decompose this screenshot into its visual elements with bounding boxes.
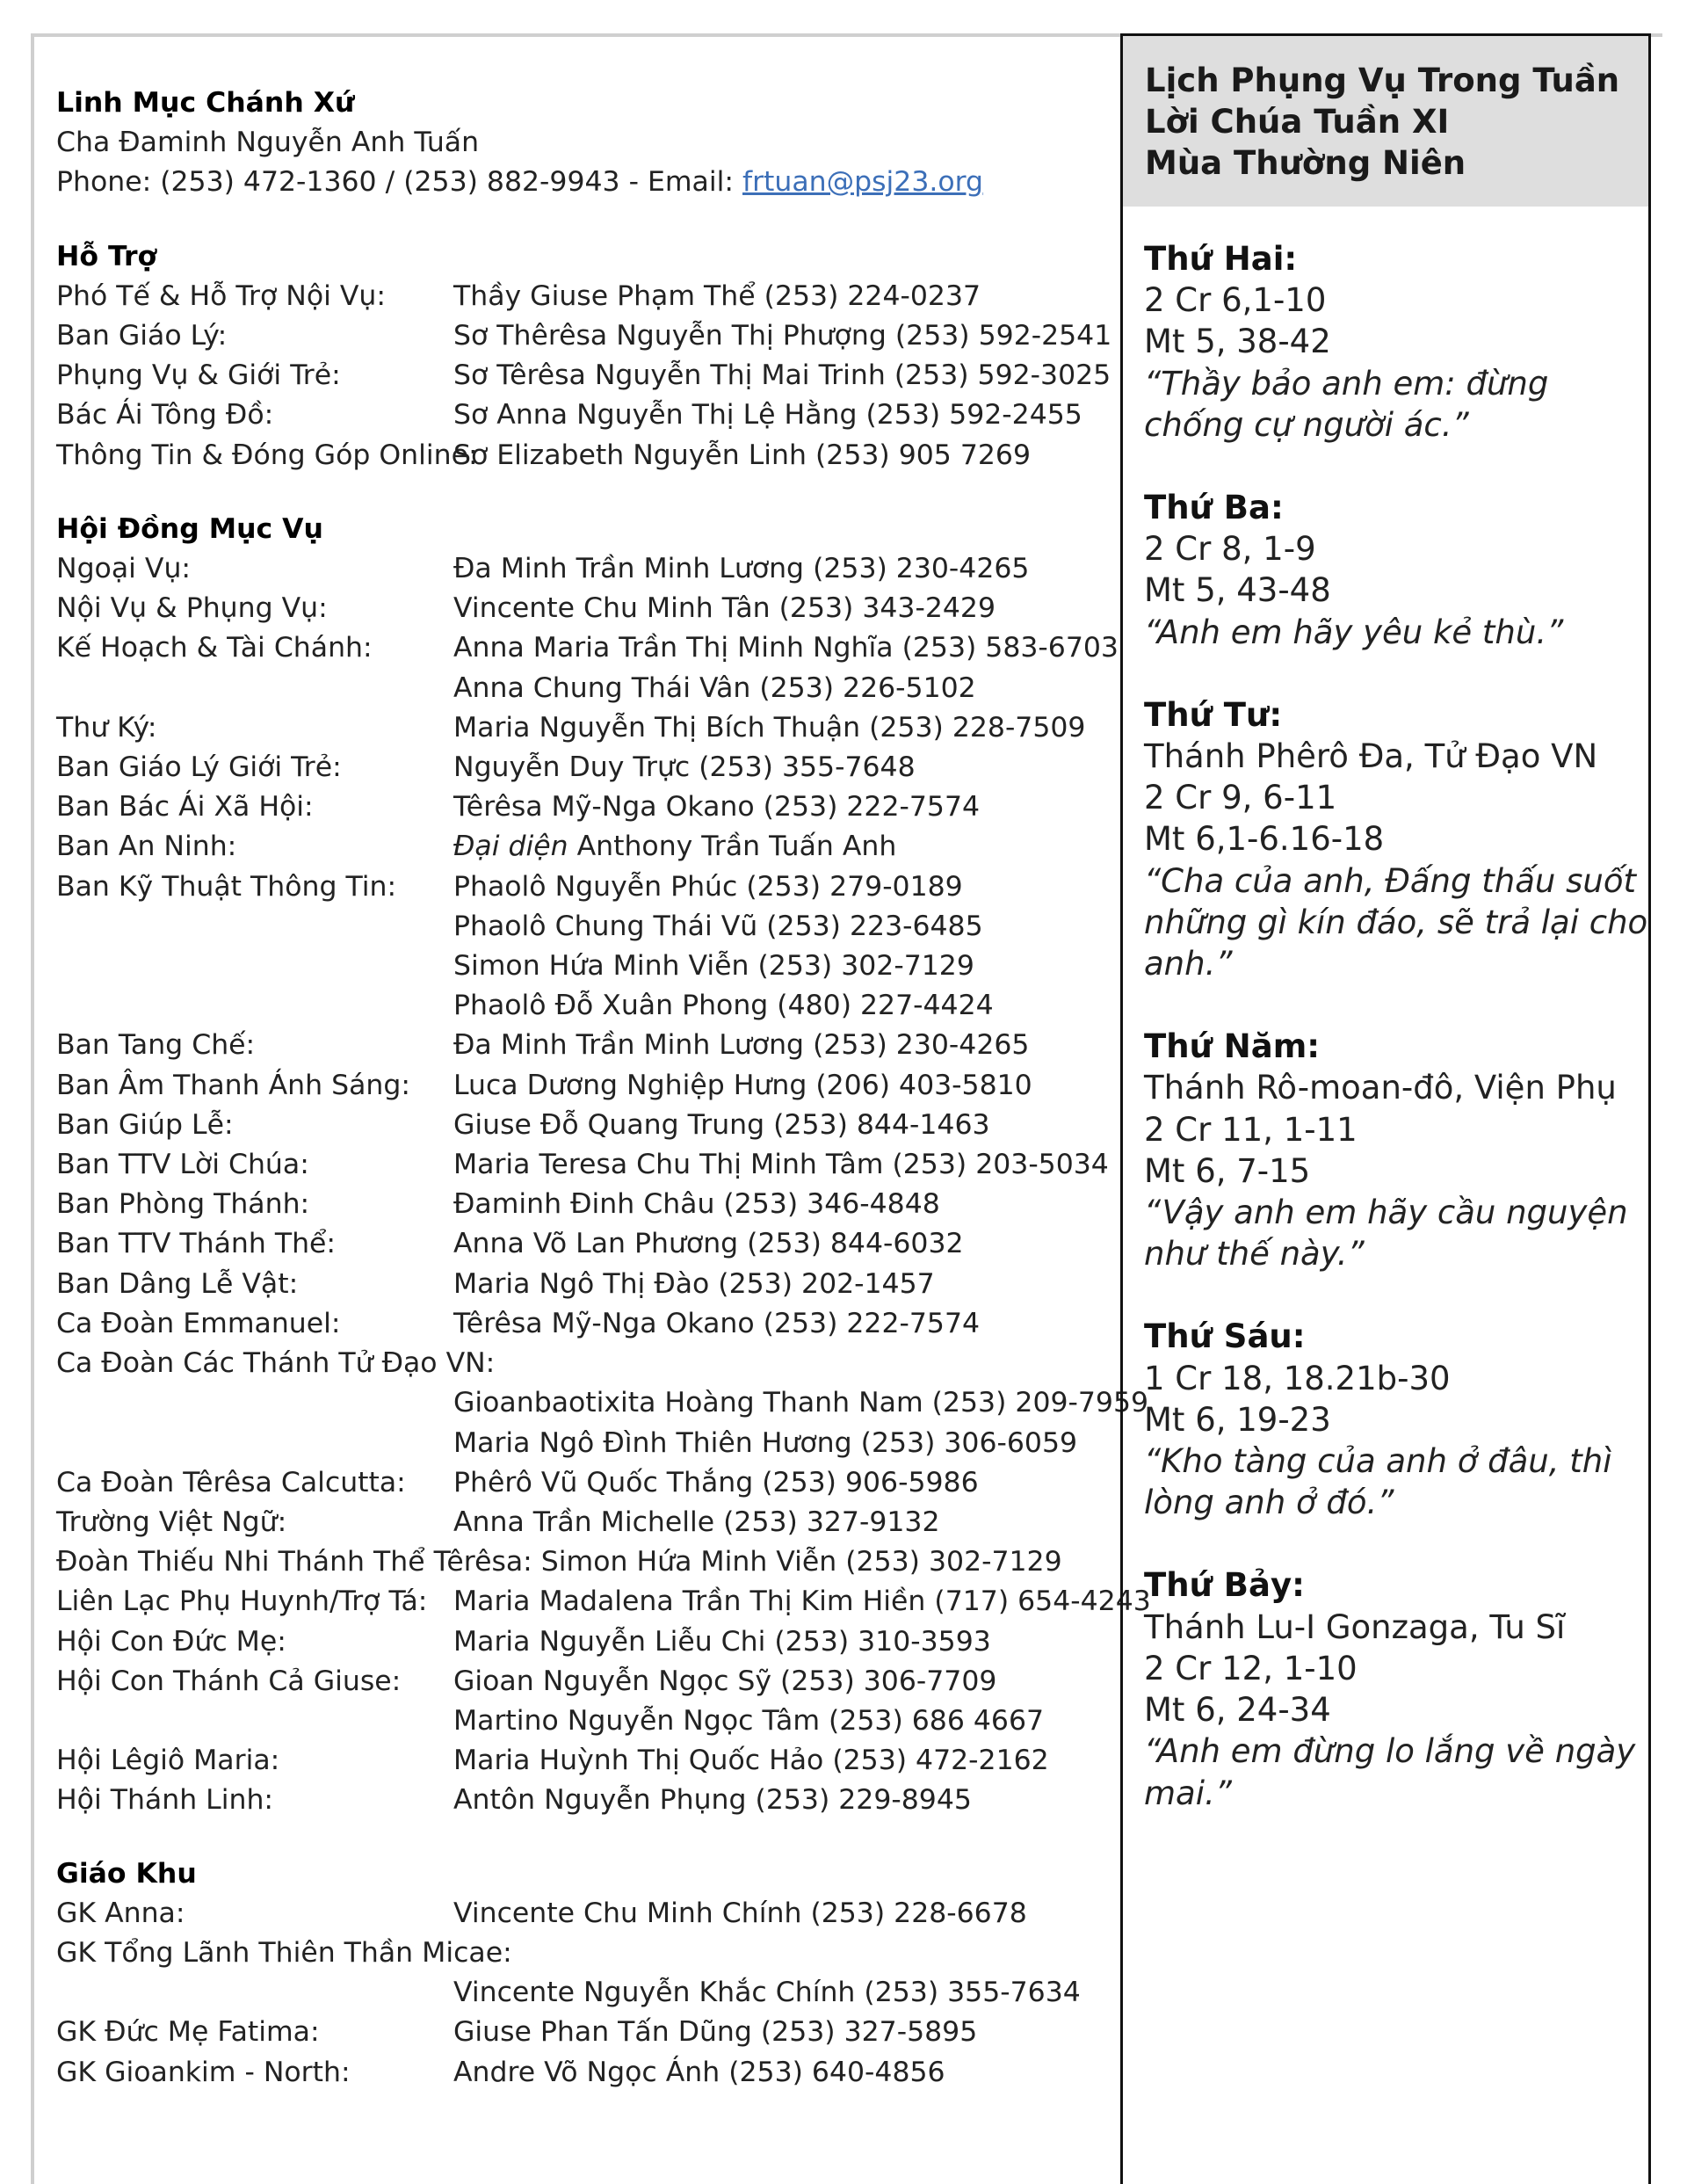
role-label: Ban Giáo Lý: <box>56 320 228 352</box>
contact-value: Antôn Nguyễn Phụng (253) 229-8945 <box>453 1784 972 1817</box>
contact-value: Thầy Giuse Phạm Thể (253) 224-0237 <box>453 279 981 312</box>
directory-row <box>56 628 1119 668</box>
day-name: Thứ Sáu: <box>1144 1317 1306 1356</box>
contact-value: Đa Minh Trần Minh Lương (253) 230-4265 <box>453 1029 1030 1062</box>
directory-row <box>56 277 1093 316</box>
role-label: Kế Hoạch & Tài Chánh: <box>56 632 373 664</box>
contact-value: Đaminh Đinh Châu (253) 346-4848 <box>453 1188 940 1221</box>
directory-row <box>56 1185 1093 1224</box>
role-label: Phụng Vụ & Giới Trẻ: <box>56 359 341 392</box>
day-name: Thứ Bảy: <box>1144 1566 1305 1605</box>
role-qualifier: Đại diện <box>453 831 568 863</box>
pastor-name: Cha Đaminh Nguyễn Anh Tuấn <box>56 127 480 159</box>
reading-line: Thánh Rô-moan-đô, Viện Phụ <box>1144 1069 1617 1107</box>
contact-value: Têrêsa Mỹ-Nga Okano (253) 222-7574 <box>453 1307 981 1339</box>
directory-row <box>56 1741 1093 1781</box>
reading-line: 1 Cr 18, 18.21b-30 <box>1144 1359 1451 1397</box>
contact-value: Anna Võ Lan Phương (253) 844-6032 <box>453 1228 964 1260</box>
role-label: Hội Con Thánh Cả Giuse: <box>56 1665 402 1697</box>
contact-value: Maria Nguyễn Liễu Chi (253) 310-3593 <box>453 1625 991 1658</box>
reading-line: Mt 6, 24-34 <box>1144 1691 1331 1730</box>
day-block <box>1144 694 1648 984</box>
role-label: Ban Giúp Lễ: <box>56 1108 234 1141</box>
role-label <box>56 1973 453 2013</box>
contact-value: Vincente Chu Minh Tân (253) 343-2429 <box>453 592 996 625</box>
reading-line: 2 Cr 9, 6-11 <box>1144 779 1337 817</box>
role-label <box>56 947 453 986</box>
contact-value: Vincente Nguyễn Khắc Chính (253) 355-7634 <box>453 1977 1081 2009</box>
contact-value: Martino Nguyễn Ngọc Tâm (253) 686 4667 <box>453 1704 1045 1737</box>
directory-row-full: Đoàn Thiếu Nhi Thánh Thể Têrêsa: Simon Hứa Minh Viễn (253) 302-7129 <box>56 1546 1062 1578</box>
pastor-heading: Linh Mục Chánh Xứ <box>56 87 355 119</box>
schedule-days <box>1123 207 1648 1814</box>
directory-row <box>56 395 1093 435</box>
day-name: Thứ Hai: <box>1144 240 1298 278</box>
role-label: Ban Phòng Thánh: <box>56 1188 310 1221</box>
contact-value: Sơ Elizabeth Nguyễn Linh (253) 905 7269 <box>453 439 1032 471</box>
role-label: GK Đức Mẹ Fatima: <box>56 2016 320 2049</box>
directory-row <box>56 1503 1093 1542</box>
directory-column <box>56 83 1151 2093</box>
role-label: Ban Âm Thanh Ánh Sáng: <box>56 1069 410 1101</box>
directory-row <box>56 1424 1093 1463</box>
role-label: Ban Tang Chế: <box>56 1029 256 1062</box>
contact-value: Andre Võ Ngọc Ánh (253) 640-4856 <box>453 2056 945 2088</box>
contact-value: Simon Hứa Minh Viễn (253) 302-7129 <box>453 950 974 983</box>
directory-row <box>56 1781 1093 1820</box>
directory-row <box>56 748 1093 787</box>
support-heading: Hỗ Trợ <box>56 240 157 272</box>
reading-line: 2 Cr 8, 1-9 <box>1144 530 1316 569</box>
role-label <box>56 669 453 708</box>
gospel-quote: “Thầy bảo anh em: đừng chống cự người ác.” <box>1144 364 1549 444</box>
day-name: Thứ Ba: <box>1144 489 1284 527</box>
council-list <box>56 549 1151 1821</box>
reading-line: Mt 5, 43-48 <box>1144 571 1331 610</box>
role-label: Trường Việt Ngữ: <box>56 1506 287 1538</box>
reading-line: Mt 6, 7-15 <box>1144 1151 1311 1190</box>
contact-value: Sơ Têrêsa Nguyễn Thị Mai Trinh (253) 592-3025 <box>453 359 1111 392</box>
schedule-subtitle: Lời Chúa Tuần XI <box>1145 103 1450 141</box>
schedule-season: Mùa Thường Niên <box>1145 144 1466 182</box>
directory-row <box>56 1894 1093 1934</box>
role-label: Hội Lêgiô Maria: <box>56 1745 280 1777</box>
contact-value: Anna Chung Thái Vân (253) 226-5102 <box>453 671 976 704</box>
contact-value: Maria Teresa Chu Thị Minh Tâm (253) 203-5034 <box>453 1149 1109 1181</box>
directory-row <box>56 316 1112 356</box>
reading-line: Mt 6, 19-23 <box>1144 1400 1331 1439</box>
pastor-phone: Phone: (253) 472-1360 / (253) 882-9943 - Email: <box>56 166 742 199</box>
contact-value: Maria Ngô Thị Đào (253) 202-1457 <box>453 1267 935 1300</box>
support-list <box>56 277 1112 475</box>
reading-line: Mt 6,1-6.16-18 <box>1144 820 1385 859</box>
directory-row <box>56 1973 1093 2013</box>
contact-value: Sơ Thêrêsa Nguyễn Thị Phượng (253) 592-2541 <box>453 320 1112 352</box>
reading-line: Mt 5, 38-42 <box>1144 323 1331 361</box>
role-label: Ca Đoàn Têrêsa Calcutta: <box>56 1466 406 1498</box>
directory-row <box>56 1026 1093 1065</box>
contact-value: Maria Nguyễn Thị Bích Thuận (253) 228-7509 <box>453 711 1086 744</box>
role-label: Nội Vụ & Phụng Vụ: <box>56 592 328 625</box>
directory-row <box>56 1265 1093 1304</box>
role-label: Hội Thánh Linh: <box>56 1784 274 1817</box>
role-label: Ban Dâng Lễ Vật: <box>56 1267 299 1300</box>
directory-row <box>56 787 1093 827</box>
day-name: Thứ Năm: <box>1144 1027 1321 1066</box>
role-label: Ban Giáo Lý Giới Trẻ: <box>56 751 342 784</box>
contact-value: Maria Madalena Trần Thị Kim Hiền (717) 654-4243 <box>453 1585 1151 1618</box>
role-label: GK Gioankim - North: <box>56 2056 351 2088</box>
contact-value: Nguyễn Duy Trực (253) 355-7648 <box>453 751 916 784</box>
role-label: Thư Ký: <box>56 711 157 744</box>
role-label: GK Anna: <box>56 1897 185 1929</box>
pastor-contact <box>56 163 1093 202</box>
role-label <box>56 1701 453 1741</box>
directory-row <box>56 867 1093 907</box>
day-block <box>1144 1316 1648 1523</box>
role-label: Phó Tế & Hỗ Trợ Nội Vụ: <box>56 279 387 312</box>
districts-heading: Giáo Khu <box>56 1857 197 1890</box>
role-label: Ca Đoàn Emmanuel: <box>56 1307 341 1339</box>
directory-row <box>56 2013 1093 2052</box>
gospel-quote: “Kho tàng của anh ở đâu, thì lòng anh ở đó.” <box>1144 1442 1612 1522</box>
directory-row <box>56 436 1093 475</box>
contact-value: Anna Trần Michelle (253) 327-9132 <box>453 1506 940 1538</box>
contact-value: Maria Huỳnh Thị Quốc Hảo (253) 472-2162 <box>453 1745 1049 1777</box>
day-name: Thứ Tư: <box>1144 695 1283 734</box>
day-block <box>1144 487 1648 653</box>
directory-row <box>56 947 1093 986</box>
role-label: Ban Kỹ Thuật Thông Tin: <box>56 870 397 903</box>
directory-row <box>56 1662 1093 1701</box>
role-label <box>56 907 453 947</box>
directory-row <box>56 2053 1093 2093</box>
directory-row <box>56 589 1093 628</box>
reading-line: 2 Cr 6,1-10 <box>1144 281 1327 320</box>
day-block <box>1144 238 1648 446</box>
contact-value: Phaolô Nguyễn Phúc (253) 279-0189 <box>453 870 963 903</box>
role-label: Ban TTV Thánh Thể: <box>56 1228 337 1260</box>
directory-row <box>56 1383 1149 1423</box>
contact-value: Sơ Anna Nguyễn Thị Lệ Hằng (253) 592-2455 <box>453 399 1082 432</box>
role-label <box>56 986 453 1026</box>
contact-value: Luca Dương Nghiệp Hưng (206) 403-5810 <box>453 1069 1032 1101</box>
role-label: Liên Lạc Phụ Huynh/Trợ Tá: <box>56 1585 428 1618</box>
directory-row <box>56 1106 1093 1145</box>
directory-row <box>56 986 1093 1026</box>
gospel-quote: “Anh em hãy yêu kẻ thù.” <box>1144 613 1564 651</box>
gospel-quote: “Cha của anh, Đấng thấu suốt những gì kín đáo, sẽ trả lại cho anh.” <box>1144 861 1648 983</box>
directory-row <box>56 669 1093 708</box>
role-label <box>56 1424 453 1463</box>
contact-value: Phaolô Chung Thái Vũ (253) 223-6485 <box>453 910 983 942</box>
directory-row <box>56 1701 1093 1741</box>
role-label <box>56 1383 453 1423</box>
directory-row <box>56 827 1093 867</box>
directory-row-full: Ca Đoàn Các Thánh Tử Đạo VN: <box>56 1347 496 1380</box>
contact-value: Vincente Chu Minh Chính (253) 228-6678 <box>453 1897 1027 1929</box>
directory-row <box>56 708 1093 748</box>
contact-value: Giuse Đỗ Quang Trung (253) 844-1463 <box>453 1108 990 1141</box>
pastor-email-link[interactable]: frtuan@psj23.org <box>742 166 984 199</box>
contact-value: Giuse Phan Tấn Dũng (253) 327-5895 <box>453 2016 978 2049</box>
reading-line: 2 Cr 12, 1-10 <box>1144 1649 1358 1687</box>
directory-row <box>56 1304 1093 1344</box>
contact-value: Gioanbaotixita Hoàng Thanh Nam (253) 209-7959 <box>453 1387 1149 1419</box>
role-label: Ngoại Vụ: <box>56 553 192 585</box>
contact-value: Anna Maria Trần Thị Minh Nghĩa (253) 583-6703 <box>453 632 1119 664</box>
directory-row <box>56 549 1093 589</box>
role-label: Ban Bác Ái Xã Hội: <box>56 791 314 824</box>
reading-line: Thánh Lu-I Gonzaga, Tu Sĩ <box>1144 1607 1566 1646</box>
role-label: Hội Con Đức Mẹ: <box>56 1625 286 1658</box>
directory-row <box>56 907 1093 947</box>
directory-row <box>56 1224 1093 1264</box>
contact-value <box>453 827 896 867</box>
contact-value: Phêrô Vũ Quốc Thắng (253) 906-5986 <box>453 1466 979 1498</box>
schedule-header <box>1123 36 1648 207</box>
contact-name: Anthony Trần Tuấn Anh <box>568 831 897 863</box>
directory-row <box>56 356 1111 395</box>
day-block <box>1144 1564 1648 1813</box>
directory-row <box>56 1145 1109 1185</box>
directory-row <box>56 1622 1093 1662</box>
contact-value: Têrêsa Mỹ-Nga Okano (253) 222-7574 <box>453 791 981 824</box>
role-label: Thông Tin & Đóng Góp Online: <box>56 439 478 471</box>
directory-row-full: GK Tổng Lãnh Thiên Thần Micae: <box>56 1936 512 1969</box>
directory-row <box>56 1066 1093 1106</box>
contact-value: Maria Ngô Đình Thiên Hương (253) 306-6059 <box>453 1426 1078 1459</box>
schedule-title: Lịch Phụng Vụ Trong Tuần <box>1145 62 1620 99</box>
directory-row <box>56 1463 1093 1503</box>
council-heading: Hội Đồng Mục Vụ <box>56 512 323 545</box>
contact-value: Gioan Nguyễn Ngọc Sỹ (253) 306-7709 <box>453 1665 997 1697</box>
reading-line: Thánh Phêrô Đa, Tử Đạo VN <box>1144 737 1598 776</box>
role-label: Ban An Ninh: <box>56 831 237 863</box>
reading-line: 2 Cr 11, 1-11 <box>1144 1110 1358 1149</box>
role-label: Bác Ái Tông Đồ: <box>56 399 274 432</box>
day-block <box>1144 1026 1648 1274</box>
directory-row <box>56 1582 1151 1622</box>
role-label: Ban TTV Lời Chúa: <box>56 1149 309 1181</box>
contact-value: Đa Minh Trần Minh Lương (253) 230-4265 <box>453 553 1030 585</box>
liturgy-schedule-panel <box>1120 33 1651 2184</box>
gospel-quote: “Anh em đừng lo lắng về ngày mai.” <box>1144 1732 1636 1812</box>
contact-value: Phaolô Đỗ Xuân Phong (480) 227-4424 <box>453 990 994 1022</box>
districts-list <box>56 1894 1093 2093</box>
gospel-quote: “Vậy anh em hãy cầu nguyện như thế này.” <box>1144 1194 1628 1273</box>
